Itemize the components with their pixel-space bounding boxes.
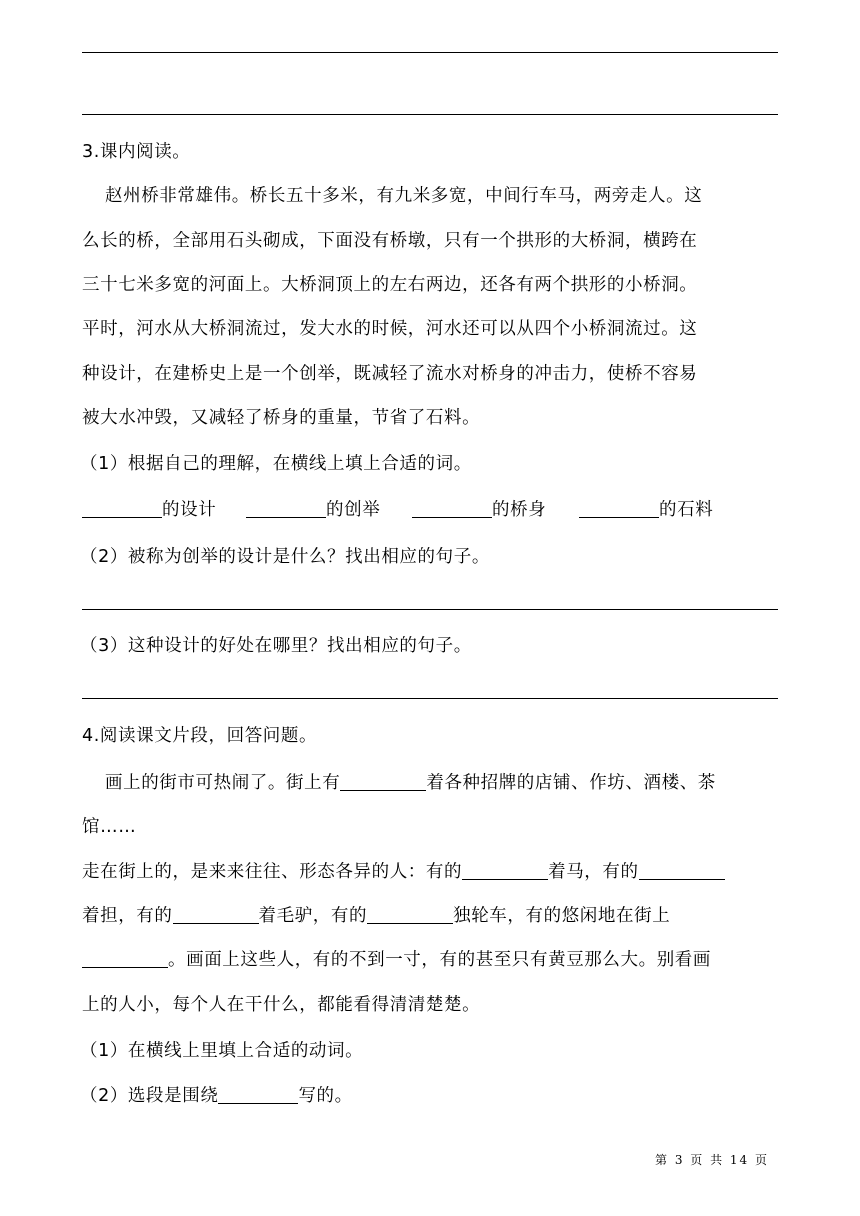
q4-line: 走在街上的，是来来往往、形态各异的人：有的 着马，有的 xyxy=(82,860,725,884)
q4-title: 4.阅读课文片段，回答问题。 xyxy=(82,726,318,746)
q4-line: 上的人小，每个人在干什么，都能看得清清楚楚。 xyxy=(82,995,481,1015)
fill-word: 的桥身 xyxy=(492,500,547,520)
q4-sub2: （2）选段是围绕 写的。 xyxy=(80,1086,353,1106)
q4-line: 馆…… xyxy=(82,817,137,837)
q3-sub2: （2）被称为创举的设计是什么？找出相应的句子。 xyxy=(80,547,490,567)
q4-line: 。画面上这些人，有的不到一寸，有的甚至只有黄豆那么大。别看画 xyxy=(82,948,711,972)
q3-para-line: 被大水冲毁，又减轻了桥身的重量，节省了石料。 xyxy=(82,408,481,428)
fill-blank[interactable] xyxy=(579,499,659,518)
q3-para-line: 赵州桥非常雄伟。桥长五十多米，有九米多宽，中间行车马，两旁走人。这 xyxy=(105,186,703,206)
fill-blank[interactable] xyxy=(340,772,426,791)
fill-word: 的创举 xyxy=(326,500,381,520)
answer-line xyxy=(82,114,778,115)
q3-fill-row xyxy=(412,498,546,522)
q3-para-line: 种设计，在建桥史上是一个创举，既减轻了流水对桥身的冲击力，使桥不容易 xyxy=(82,364,698,384)
q4-line: 着担，有的 着毛驴，有的 独轮车，有的悠闲地在街上 xyxy=(82,906,671,926)
q4-sub1: （1）在横线上里填上合适的动词。 xyxy=(80,1041,364,1061)
q3-sub1: （1）根据自己的理解，在横线上填上合适的词。 xyxy=(80,454,472,474)
fill-blank[interactable] xyxy=(82,499,162,518)
answer-line[interactable] xyxy=(82,609,778,610)
fill-blank[interactable] xyxy=(246,499,326,518)
q3-fill-row xyxy=(82,498,216,522)
fill-blank[interactable] xyxy=(82,949,168,968)
fill-blank[interactable] xyxy=(412,499,492,518)
fill-blank[interactable] xyxy=(639,861,725,880)
fill-blank[interactable] xyxy=(367,905,453,924)
q3-fill-row xyxy=(246,498,380,522)
q4-line: 画上的街市可热闹了。街上有 着各种招牌的店铺、作坊、酒楼、茶 xyxy=(105,773,716,793)
q3-fill-row xyxy=(579,498,713,522)
q3-title: 3.课内阅读。 xyxy=(82,142,191,162)
q3-para-line: 么长的桥，全部用石头砌成，下面没有桥墩，只有一个拱形的大桥洞，横跨在 xyxy=(82,231,698,251)
fill-blank[interactable] xyxy=(462,861,548,880)
q3-para-line: 三十七米多宽的河面上。大桥洞顶上的左右两边，还各有两个拱形的小桥洞。 xyxy=(82,275,698,295)
fill-blank[interactable] xyxy=(218,1085,298,1104)
answer-line xyxy=(82,52,778,53)
page-number: 第 3 页 共 14 页 xyxy=(655,1153,769,1167)
q3-sub3: （3）这种设计的好处在哪里？找出相应的句子。 xyxy=(80,636,472,656)
fill-word: 的石料 xyxy=(659,500,714,520)
answer-line[interactable] xyxy=(82,698,778,699)
fill-word: 的设计 xyxy=(162,500,217,520)
q3-para-line: 平时，河水从大桥洞流过，发大水的时候，河水还可以从四个小桥洞流过。这 xyxy=(82,319,698,339)
fill-blank[interactable] xyxy=(173,905,259,924)
